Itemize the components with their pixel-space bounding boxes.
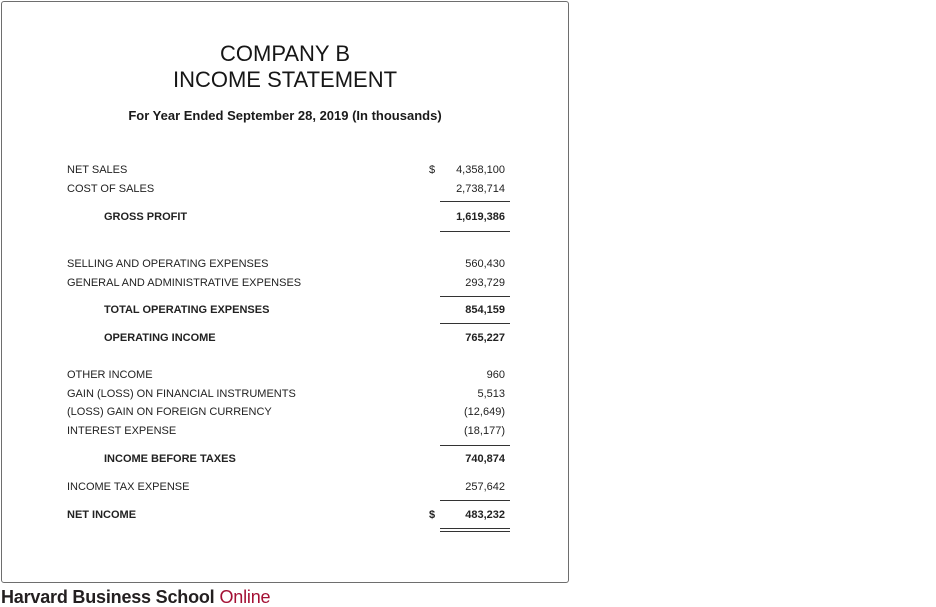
row-value: 854,159: [465, 304, 505, 316]
row-label: NET INCOME: [67, 509, 137, 521]
hbs-online-logo: [1, 588, 270, 606]
subtotal-rule: [440, 323, 510, 324]
subtotal-rule: [440, 445, 510, 446]
row-value: 1,619,386: [456, 211, 505, 223]
row-value: (18,177): [464, 425, 505, 437]
row-label: TOTAL OPERATING EXPENSES: [104, 304, 270, 316]
row-label: COST OF SALES: [67, 183, 155, 195]
row-interest-expense: [0, 424, 569, 438]
subtotal-rule: [440, 201, 510, 202]
row-label: GROSS PROFIT: [104, 211, 188, 223]
row-foreign-currency: [0, 405, 569, 419]
row-label: NET SALES: [67, 164, 128, 176]
dollar-sign: $: [428, 509, 436, 521]
row-label: INTEREST EXPENSE: [67, 425, 177, 437]
row-label: OTHER INCOME: [67, 369, 153, 381]
row-cost-of-sales: [0, 182, 569, 196]
row-income-before-taxes: [0, 452, 569, 466]
row-operating-income: [0, 331, 569, 345]
row-value: 2,738,714: [456, 183, 505, 195]
statement-period: For Year Ended September 28, 2019 (In thousands): [128, 108, 442, 123]
row-value: 5,513: [477, 388, 505, 400]
double-rule-top: [440, 528, 510, 529]
row-income-tax-expense: [0, 480, 569, 494]
row-label: INCOME BEFORE TAXES: [104, 453, 236, 465]
row-label: OPERATING INCOME: [104, 332, 216, 344]
row-net-sales: [0, 163, 569, 177]
row-net-income: [0, 508, 569, 522]
statement-title-company: COMPANY B: [220, 41, 350, 66]
row-value: 293,729: [465, 277, 505, 289]
row-label: (LOSS) GAIN ON FOREIGN CURRENCY: [67, 406, 272, 418]
statement-title: INCOME STATEMENT: [172, 67, 398, 92]
row-general-admin-expenses: [0, 276, 569, 290]
row-financial-instruments: [0, 387, 569, 401]
double-rule-bottom: [440, 531, 510, 532]
row-value: 765,227: [465, 332, 505, 344]
row-value: 4,358,100: [456, 164, 505, 176]
row-total-operating-expenses: [0, 303, 569, 317]
row-value: 960: [486, 369, 505, 381]
row-gross-profit: [0, 210, 569, 224]
subtotal-rule: [440, 296, 510, 297]
row-label: INCOME TAX EXPENSE: [67, 481, 190, 493]
row-value: 483,232: [465, 509, 505, 521]
row-value: 560,430: [465, 258, 505, 270]
subtotal-rule: [440, 500, 510, 501]
logo-suffix-text: Online: [219, 587, 271, 607]
row-other-income: [0, 368, 569, 382]
logo-brand-text: Harvard Business School: [1, 587, 215, 607]
row-label: SELLING AND OPERATING EXPENSES: [67, 258, 269, 270]
dollar-sign: $: [428, 164, 436, 176]
row-label: GAIN (LOSS) ON FINANCIAL INSTRUMENTS: [67, 388, 296, 400]
row-selling-operating-expenses: [0, 257, 569, 271]
row-label: GENERAL AND ADMINISTRATIVE EXPENSES: [67, 277, 302, 289]
row-value: 740,874: [465, 453, 505, 465]
row-value: 257,642: [465, 481, 505, 493]
subtotal-rule: [440, 231, 510, 232]
row-value: (12,649): [464, 406, 505, 418]
